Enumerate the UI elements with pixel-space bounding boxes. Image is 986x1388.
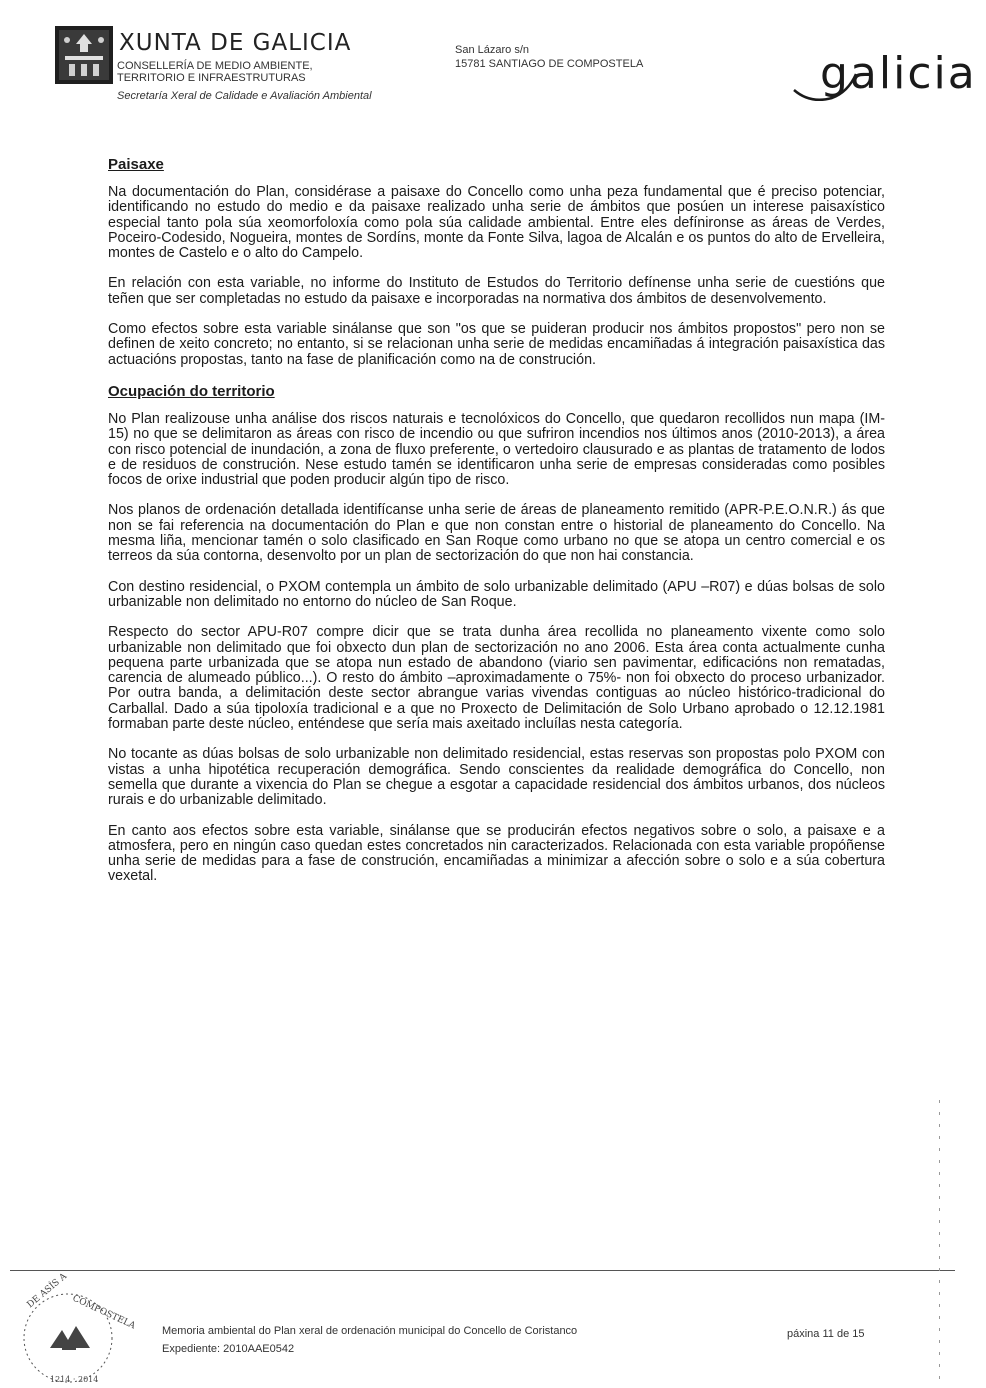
- footer-divider: [10, 1270, 955, 1271]
- secretaria-name: Secretaría Xeral de Calidade e Avaliación Ambiental: [117, 90, 372, 102]
- xunta-title: XUNTA DE GALICIA: [119, 30, 352, 56]
- address-line2: 15781 SANTIAGO DE COMPOSTELA: [455, 58, 644, 70]
- address-line1: San Lázaro s/n: [455, 44, 529, 56]
- svg-text:COMPOSTELA: COMPOSTELA: [70, 1293, 137, 1332]
- galicia-brand-logo: galicia: [820, 48, 977, 99]
- paragraph: Na documentación do Plan, considérase a paisaxe do Concello como unha peza fundamental que é preciso potenciar, identificando no estudo do medio e da paisaxe realizado unha serie de ámbitos que posúen un interese paisaxístico especial tanto pola súa xeomorfoloxía como pola súa calidade ambiental. Entre eles defínironse as áreas de Verdes, Poceiro-Codesido, Nogueira, montes de Sordíns, monte da Fonte Silva, lagoa de Alcalán e os puntos do alto de Ervelleira, montes de Castelo e o alto do Campelo.: [108, 184, 885, 262]
- paragraph: Nos planos de ordenación detallada identifícanse unha serie de áreas de planeamento remitido (APR-P.E.O.N.R.) ás que non se fai referencia na documentación do Plan e que non constan entre o historial de planeamento do Concello. Na mesma liña, mencionar tamén o solo clasificado en San Roque como urbano no que se atopa un centro comercial e os terreos da súa contorna, desenvolto por un plan de sectorización do que non hai constancia.: [108, 502, 885, 565]
- paragraph: No tocante as dúas bolsas de solo urbanizable non delimitado residencial, estas reservas son propostas polo PXOM con vistas a unha hipotética recuperación demográfica. Sendo conscientes da realidade demográfica do Concello, non semella que durante a vixencia do Plan se chegue a esgotar a capacidade residencial dos ámbitos urbanos, dos núcleos rurais e do urbanizable delimitado.: [108, 746, 885, 809]
- consellaria-name-line1: CONSELLERÍA DE MEDIO AMBIENTE,: [117, 60, 313, 72]
- paragraph: En relación con esta variable, no informe do Instituto de Estudos do Territorio defínense unha serie de cuestións que teñen que ser completadas no estudo da paisaxe e incorporadas na normativa dos ámbitos de desenvolvemento.: [108, 275, 885, 307]
- paragraph: Respecto do sector APU-R07 compre dicir que se trata dunha área recollida no planeamento vixente como solo urbanizable non delimitado que foi obxecto dun plan de sectorización no ano 2006. Esta área conta actualmente cunha pequena parte urbanizada que se atopa nun estado de abandono (viario sen pavimentar, edificacións non rematadas, carencia de alumeado público...). O resto do ámbito –aproximadamente o 75%- non foi obxecto do proceso urbanizador. Por outra banda, a delimitación deste sector abrangue varias vivendas contiguas ao núcleo histórico-tradicional do Carballal. Dado a súa tipoloxía tradicional e a que no Proxecto de Delimitación de Solo Urbano aprobado o 12.12.1981 formaban parte deste núcleo, enténdese que sería mais axeitado incluílas nesta categoría.: [108, 624, 885, 733]
- section-heading-paisaxe: Paisaxe: [108, 156, 164, 173]
- paragraph: Como efectos sobre esta variable sinálanse que son "os que se puideran producir nos ámbitos propostos" pero non se definen de xeito concreto; no entanto, si se relacionan unha serie de medidas encamiñadas á integración paisaxística das actuacións propostas, tanto na fase de planificación como na de construción.: [108, 321, 885, 368]
- compostela-seal-stamp: [10, 1271, 137, 1388]
- scan-edge-marks: [938, 1100, 941, 1386]
- footer-expediente: Expediente: 2010AAE0542: [162, 1343, 295, 1355]
- consellaria-name-line2: TERRITORIO E INFRAESTRUTURAS: [117, 72, 306, 84]
- paragraph: No Plan realizouse unha análise dos riscos naturais e tecnolóxicos do Concello, que quedaron recollidos nun mapa (IM-15) no que se delimitaron as áreas con risco de incendio ou que sufriron incendios nos últimos anos (2010-2013), a área con risco potencial de inundación, a zona de fluxo preferente, o vertedoiro clausurado e as plantas de tratamento de lodos e de residuos de construción. Nese estudo tamén se identificaron unha serie de empresas consideradas como posibles focos de orixe industrial que poden producir algún tipo de risco.: [108, 410, 885, 489]
- document-body: [108, 150, 885, 900]
- footer-memoria-title: Memoria ambiental do Plan xeral de ordenación municipal do Concello de Coristanco: [162, 1325, 578, 1337]
- paragraph: En canto aos efectos sobre esta variable, sinálanse que se producirán efectos negativos sobre o solo, a paisaxe e a atmosfera, pero en ningún caso quedan estes concretados nin caracterizados. Relacionada con esta variable propóñense unha serie de medidas para a fase de construción, encamiñadas a minimizar a afección sobre o solo e a súa cobertura vexetal.: [108, 822, 885, 885]
- xunta-coat-of-arms-icon: [55, 26, 113, 84]
- paragraph: Con destino residencial, o PXOM contempla un ámbito de solo urbanizable delimitado (APU –R07) e dúas bolsas de solo urbanizable non delimitado no entorno do núcleo de San Roque.: [108, 578, 885, 610]
- section-heading-ocupacion: Ocupación do territorio: [108, 382, 275, 400]
- page-number: páxina 11 de 15: [787, 1328, 865, 1340]
- svg-text:1214 · 2014: 1214 · 2014: [50, 1375, 99, 1384]
- svg-text:DE ASÍS A: DE ASÍS A: [25, 1271, 70, 1311]
